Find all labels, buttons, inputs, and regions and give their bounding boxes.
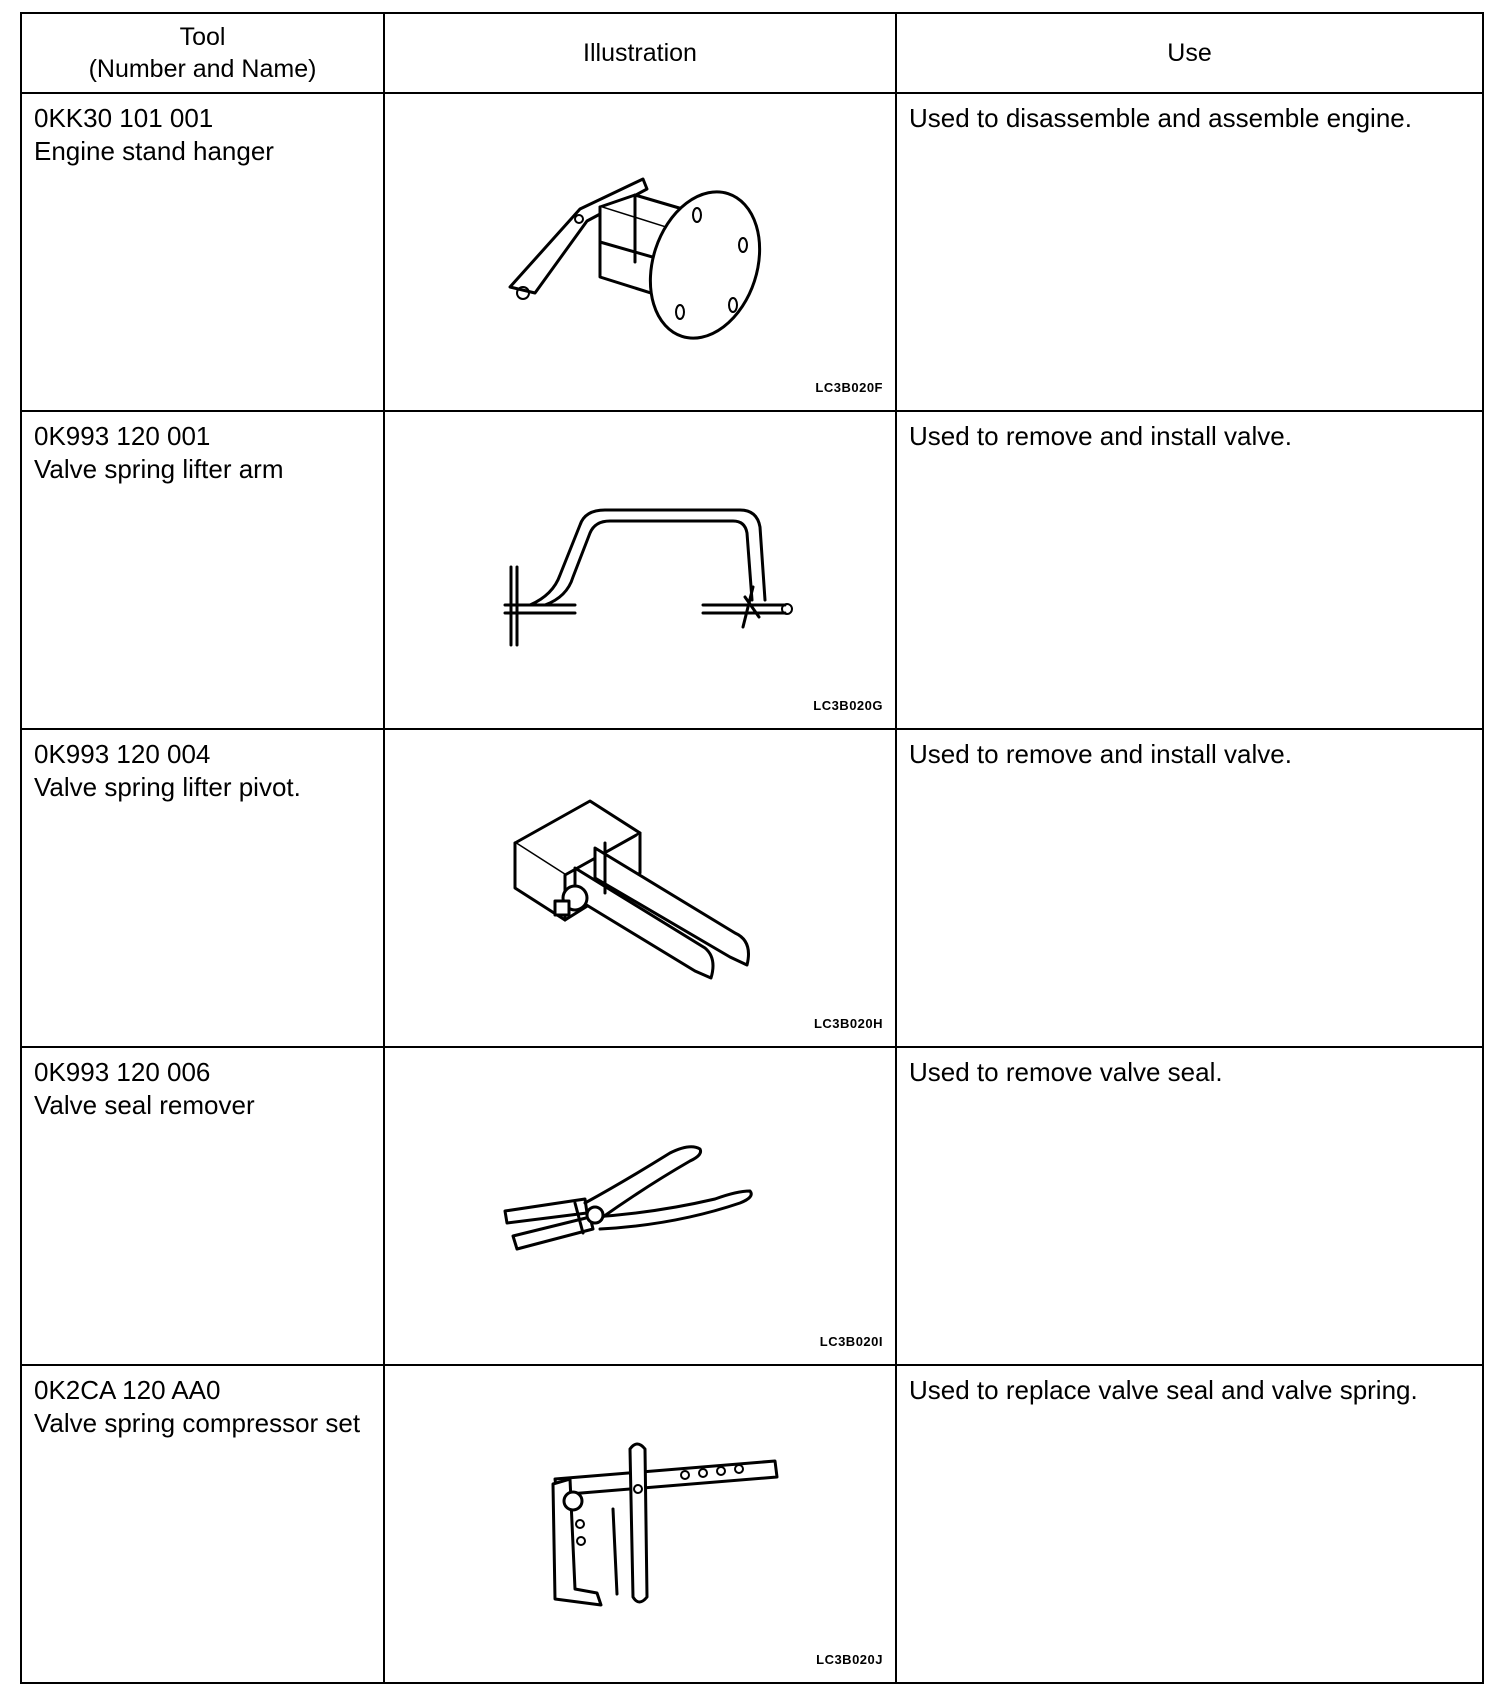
illustration-cell bbox=[384, 1365, 896, 1683]
tool-number: 0K993 120 006 bbox=[34, 1057, 211, 1087]
tool-name: Valve spring lifter pivot. bbox=[34, 772, 301, 802]
engine-stand-hanger-illustration bbox=[475, 137, 805, 367]
table-row bbox=[21, 729, 1483, 1047]
tool-name: Valve spring compressor set bbox=[34, 1408, 361, 1438]
tool-number: 0K993 120 004 bbox=[34, 739, 211, 769]
image-code: LC3B020F bbox=[815, 380, 883, 395]
valve-spring-lifter-pivot-illustration bbox=[475, 773, 805, 1003]
table-row bbox=[21, 1047, 1483, 1365]
tool-name: Valve seal remover bbox=[34, 1090, 255, 1120]
tool-number: 0K993 120 001 bbox=[34, 421, 211, 451]
header-tool bbox=[21, 13, 384, 93]
use-cell: Used to remove valve seal. bbox=[896, 1047, 1483, 1365]
table-row bbox=[21, 93, 1483, 411]
image-code: LC3B020I bbox=[819, 1334, 883, 1349]
tool-name: Engine stand hanger bbox=[34, 136, 274, 166]
image-code: LC3B020G bbox=[813, 698, 883, 713]
tool-cell bbox=[21, 93, 384, 411]
tool-cell bbox=[21, 729, 384, 1047]
tool-name: Valve spring lifter arm bbox=[34, 454, 284, 484]
tool-number: 0KK30 101 001 bbox=[34, 103, 214, 133]
valve-spring-compressor-set-illustration bbox=[475, 1409, 805, 1639]
tool-cell bbox=[21, 411, 384, 729]
header-tool-line2: (Number and Name) bbox=[88, 55, 317, 83]
table-row bbox=[21, 1365, 1483, 1683]
valve-spring-lifter-arm-illustration bbox=[475, 455, 805, 685]
header-illustration: Illustration bbox=[384, 13, 896, 93]
illustration-cell bbox=[384, 1047, 896, 1365]
illustration-cell bbox=[384, 411, 896, 729]
table-row bbox=[21, 411, 1483, 729]
use-cell: Used to remove and install valve. bbox=[896, 411, 1483, 729]
header-tool-line1: Tool bbox=[179, 23, 226, 51]
header-use: Use bbox=[896, 13, 1483, 93]
tool-cell bbox=[21, 1047, 384, 1365]
use-cell: Used to replace valve seal and valve spring. bbox=[896, 1365, 1483, 1683]
header-row bbox=[21, 13, 1483, 93]
image-code: LC3B020H bbox=[813, 1016, 883, 1031]
image-code: LC3B020J bbox=[816, 1652, 883, 1667]
illustration-cell bbox=[384, 93, 896, 411]
illustration-cell bbox=[384, 729, 896, 1047]
valve-seal-remover-illustration bbox=[475, 1091, 805, 1321]
use-cell: Used to disassemble and assemble engine. bbox=[896, 93, 1483, 411]
special-tools-table bbox=[20, 12, 1484, 1684]
tool-number: 0K2CA 120 AA0 bbox=[34, 1375, 221, 1405]
use-cell: Used to remove and install valve. bbox=[896, 729, 1483, 1047]
tool-cell bbox=[21, 1365, 384, 1683]
